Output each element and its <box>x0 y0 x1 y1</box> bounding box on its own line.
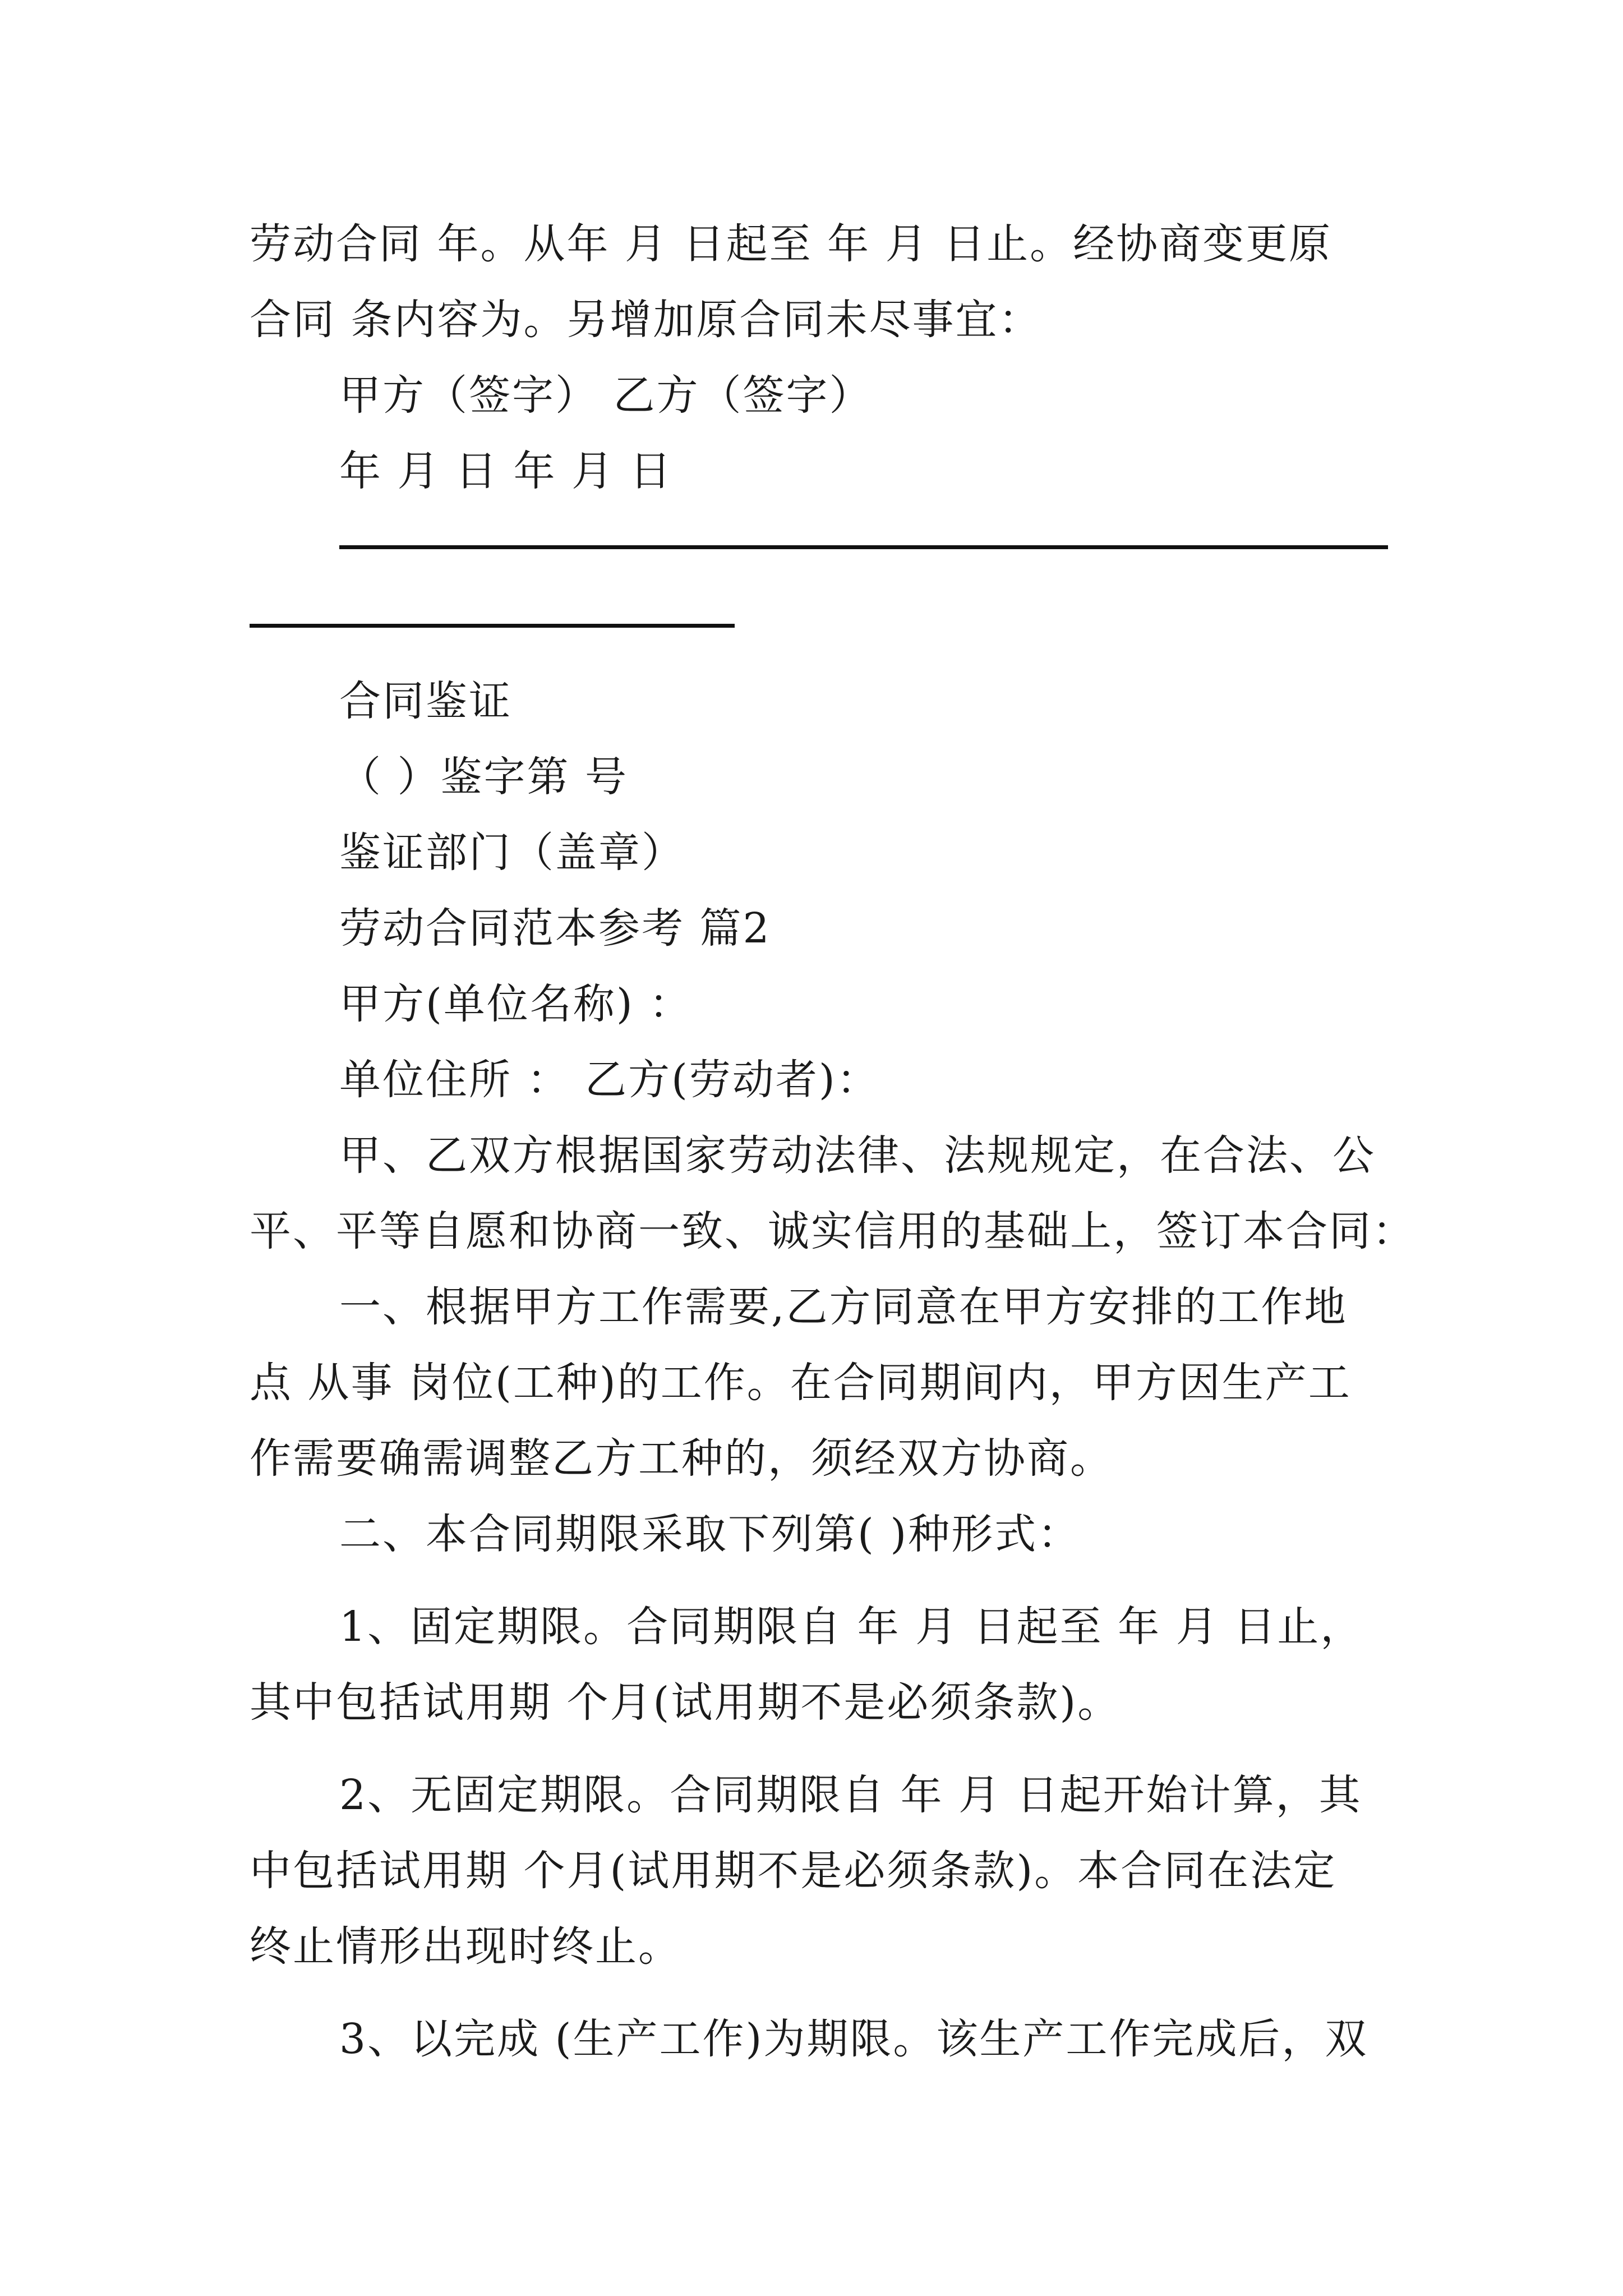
section-heading: 劳动合同范本参考 篇2 <box>339 904 771 953</box>
text-line: （ ）鉴字第 号 <box>339 753 629 801</box>
text-line: 鉴证部门（盖章） <box>339 829 685 877</box>
text-line: 二、本合同期限采取下列第( )种形式： <box>339 1510 1081 1558</box>
text-line: 合同 条内容为。另增加原合同未尽事宜： <box>250 296 1042 344</box>
divider-rule <box>339 545 1388 549</box>
text-line: 单位住所 ： 乙方(劳动者)： <box>339 1056 880 1104</box>
text-line: 3、以完成 (生产工作)为期限。该生产工作完成后，双 <box>339 2015 1368 2063</box>
text-line: 中包括试用期 个月(试用期不是必须条款)。本合同在法定 <box>250 1847 1337 1895</box>
signature-line: 甲方（签字） 乙方（签字） <box>339 371 873 420</box>
text-line: 其中包括试用期 个月(试用期不是必须条款)。 <box>250 1678 1121 1727</box>
text-line: 点 从事 岗位(工种)的工作。在合同期间内，甲方因生产工 <box>250 1359 1352 1407</box>
section-heading: 合同鉴证 <box>339 677 512 725</box>
text-line: 终止情形出现时终止。 <box>250 1922 681 1971</box>
text-line: 1、固定期限。合同期限自 年 月 日起至 年 月 日止， <box>339 1603 1364 1651</box>
text-line: 甲方(单位名称) ： <box>339 980 693 1028</box>
date-line: 年 月 日 年 月 日 <box>339 447 673 495</box>
divider-rule <box>250 624 735 628</box>
text-line: 作需要确需调整乙方工种的，须经双方协商。 <box>250 1434 1113 1483</box>
text-line: 甲、乙双方根据国家劳动法律、法规规定，在合法、公 <box>339 1131 1376 1180</box>
text-line: 一、根据甲方工作需要,乙方同意在甲方安排的工作地 <box>339 1283 1348 1331</box>
text-line: 2、无固定期限。合同期限自 年 月 日起开始计算，其 <box>339 1771 1362 1819</box>
text-line: 劳动合同 年。从年 月 日起至 年 月 日止。经协商变更原 <box>250 220 1332 268</box>
text-line: 平、平等自愿和协商一致、诚实信用的基础上，签订本合同： <box>250 1207 1415 1255</box>
